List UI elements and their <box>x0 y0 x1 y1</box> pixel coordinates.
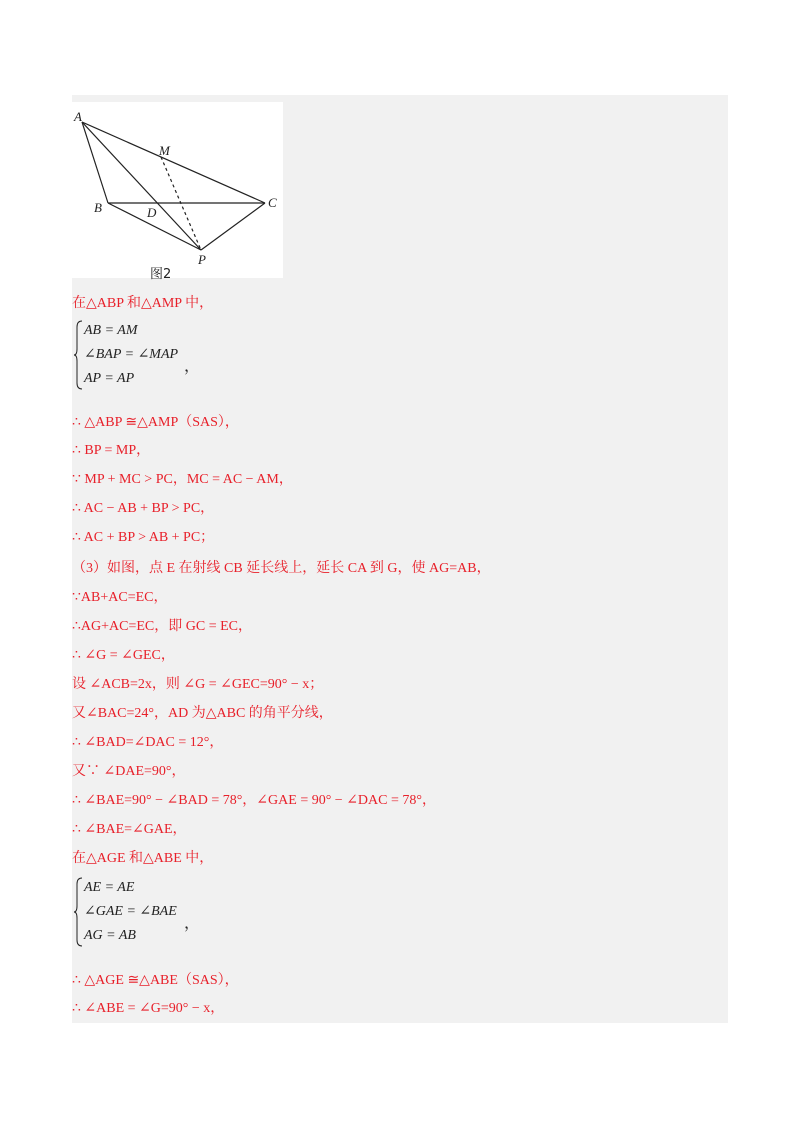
system-row: ∠BAP = ∠MAP <box>84 347 179 362</box>
page-sheet <box>72 95 728 1023</box>
segment-AC <box>82 122 265 203</box>
left-brace-icon <box>74 876 84 948</box>
system-row: ∠GAE = ∠BAE <box>84 904 177 919</box>
geometry-diagram <box>72 102 283 278</box>
text-line: ∴ ∠BAE=∠GAE， <box>72 822 187 837</box>
text-line: ∴ BP = MP， <box>72 443 151 458</box>
segment-AB <box>82 122 108 203</box>
equation-system-1 <box>74 319 204 391</box>
figure-caption: 图2 <box>150 267 172 282</box>
system-row: AG = AB <box>84 928 136 943</box>
text-line: 在△AGE 和△ABE 中， <box>72 851 214 866</box>
label-D: D <box>147 205 157 220</box>
text-line: （3）如图，点 E 在射线 CB 延长线上，延长 CA 到 G，使 AG=AB， <box>72 561 491 576</box>
text-line: 又∵ ∠DAE=90°， <box>72 764 186 779</box>
system-tail: ， <box>184 915 201 932</box>
label-B: B <box>94 200 102 215</box>
label-P: P <box>198 252 206 267</box>
text-line: 设 ∠ACB=2x，则 ∠G = ∠GEC=90° − x； <box>72 677 324 692</box>
text-line: ∴ AC + BP > AB + PC； <box>72 530 215 545</box>
text-line: ∴ ∠BAD=∠DAC = 12°， <box>72 735 224 750</box>
system-row: AE = AE <box>84 880 135 895</box>
segment-CP <box>201 203 265 250</box>
equation-system-2 <box>74 876 204 948</box>
text-line: ∴ △AGE ≅△ABE（SAS）， <box>72 973 239 988</box>
left-brace-icon <box>74 319 84 391</box>
text-line: ∴ ∠ABE = ∠G=90° − x， <box>72 1001 225 1016</box>
text-line: ∴ ∠BAE=90° − ∠BAD = 78°，∠GAE = 90° − ∠DAC = 78°， <box>72 793 436 808</box>
text-line: ∵AB+AC=EC， <box>72 590 168 605</box>
text-line: 在△ABP 和△AMP 中， <box>72 296 214 311</box>
label-M: M <box>159 143 170 158</box>
system-row: AP = AP <box>84 371 135 386</box>
system-rows <box>84 319 178 391</box>
label-C: C <box>268 195 277 210</box>
text-line: ∴ AC − AB + BP > PC， <box>72 501 215 516</box>
system-tail: ， <box>184 358 201 375</box>
system-row: AB = AM <box>84 323 138 338</box>
label-A: A <box>74 109 82 124</box>
text-line: 又∠BAC=24°，AD 为△ABC 的角平分线， <box>72 706 333 721</box>
system-rows <box>84 876 177 948</box>
geometry-figure <box>72 102 283 282</box>
text-line: ∴ △ABP ≅△AMP（SAS）， <box>72 415 239 430</box>
segment-AP <box>82 122 201 250</box>
text-line: ∵ MP + MC > PC，MC = AC − AM， <box>72 472 293 487</box>
text-line: ∴AG+AC=EC，即 GC = EC， <box>72 619 252 634</box>
text-line: ∴ ∠G = ∠GEC， <box>72 648 175 663</box>
